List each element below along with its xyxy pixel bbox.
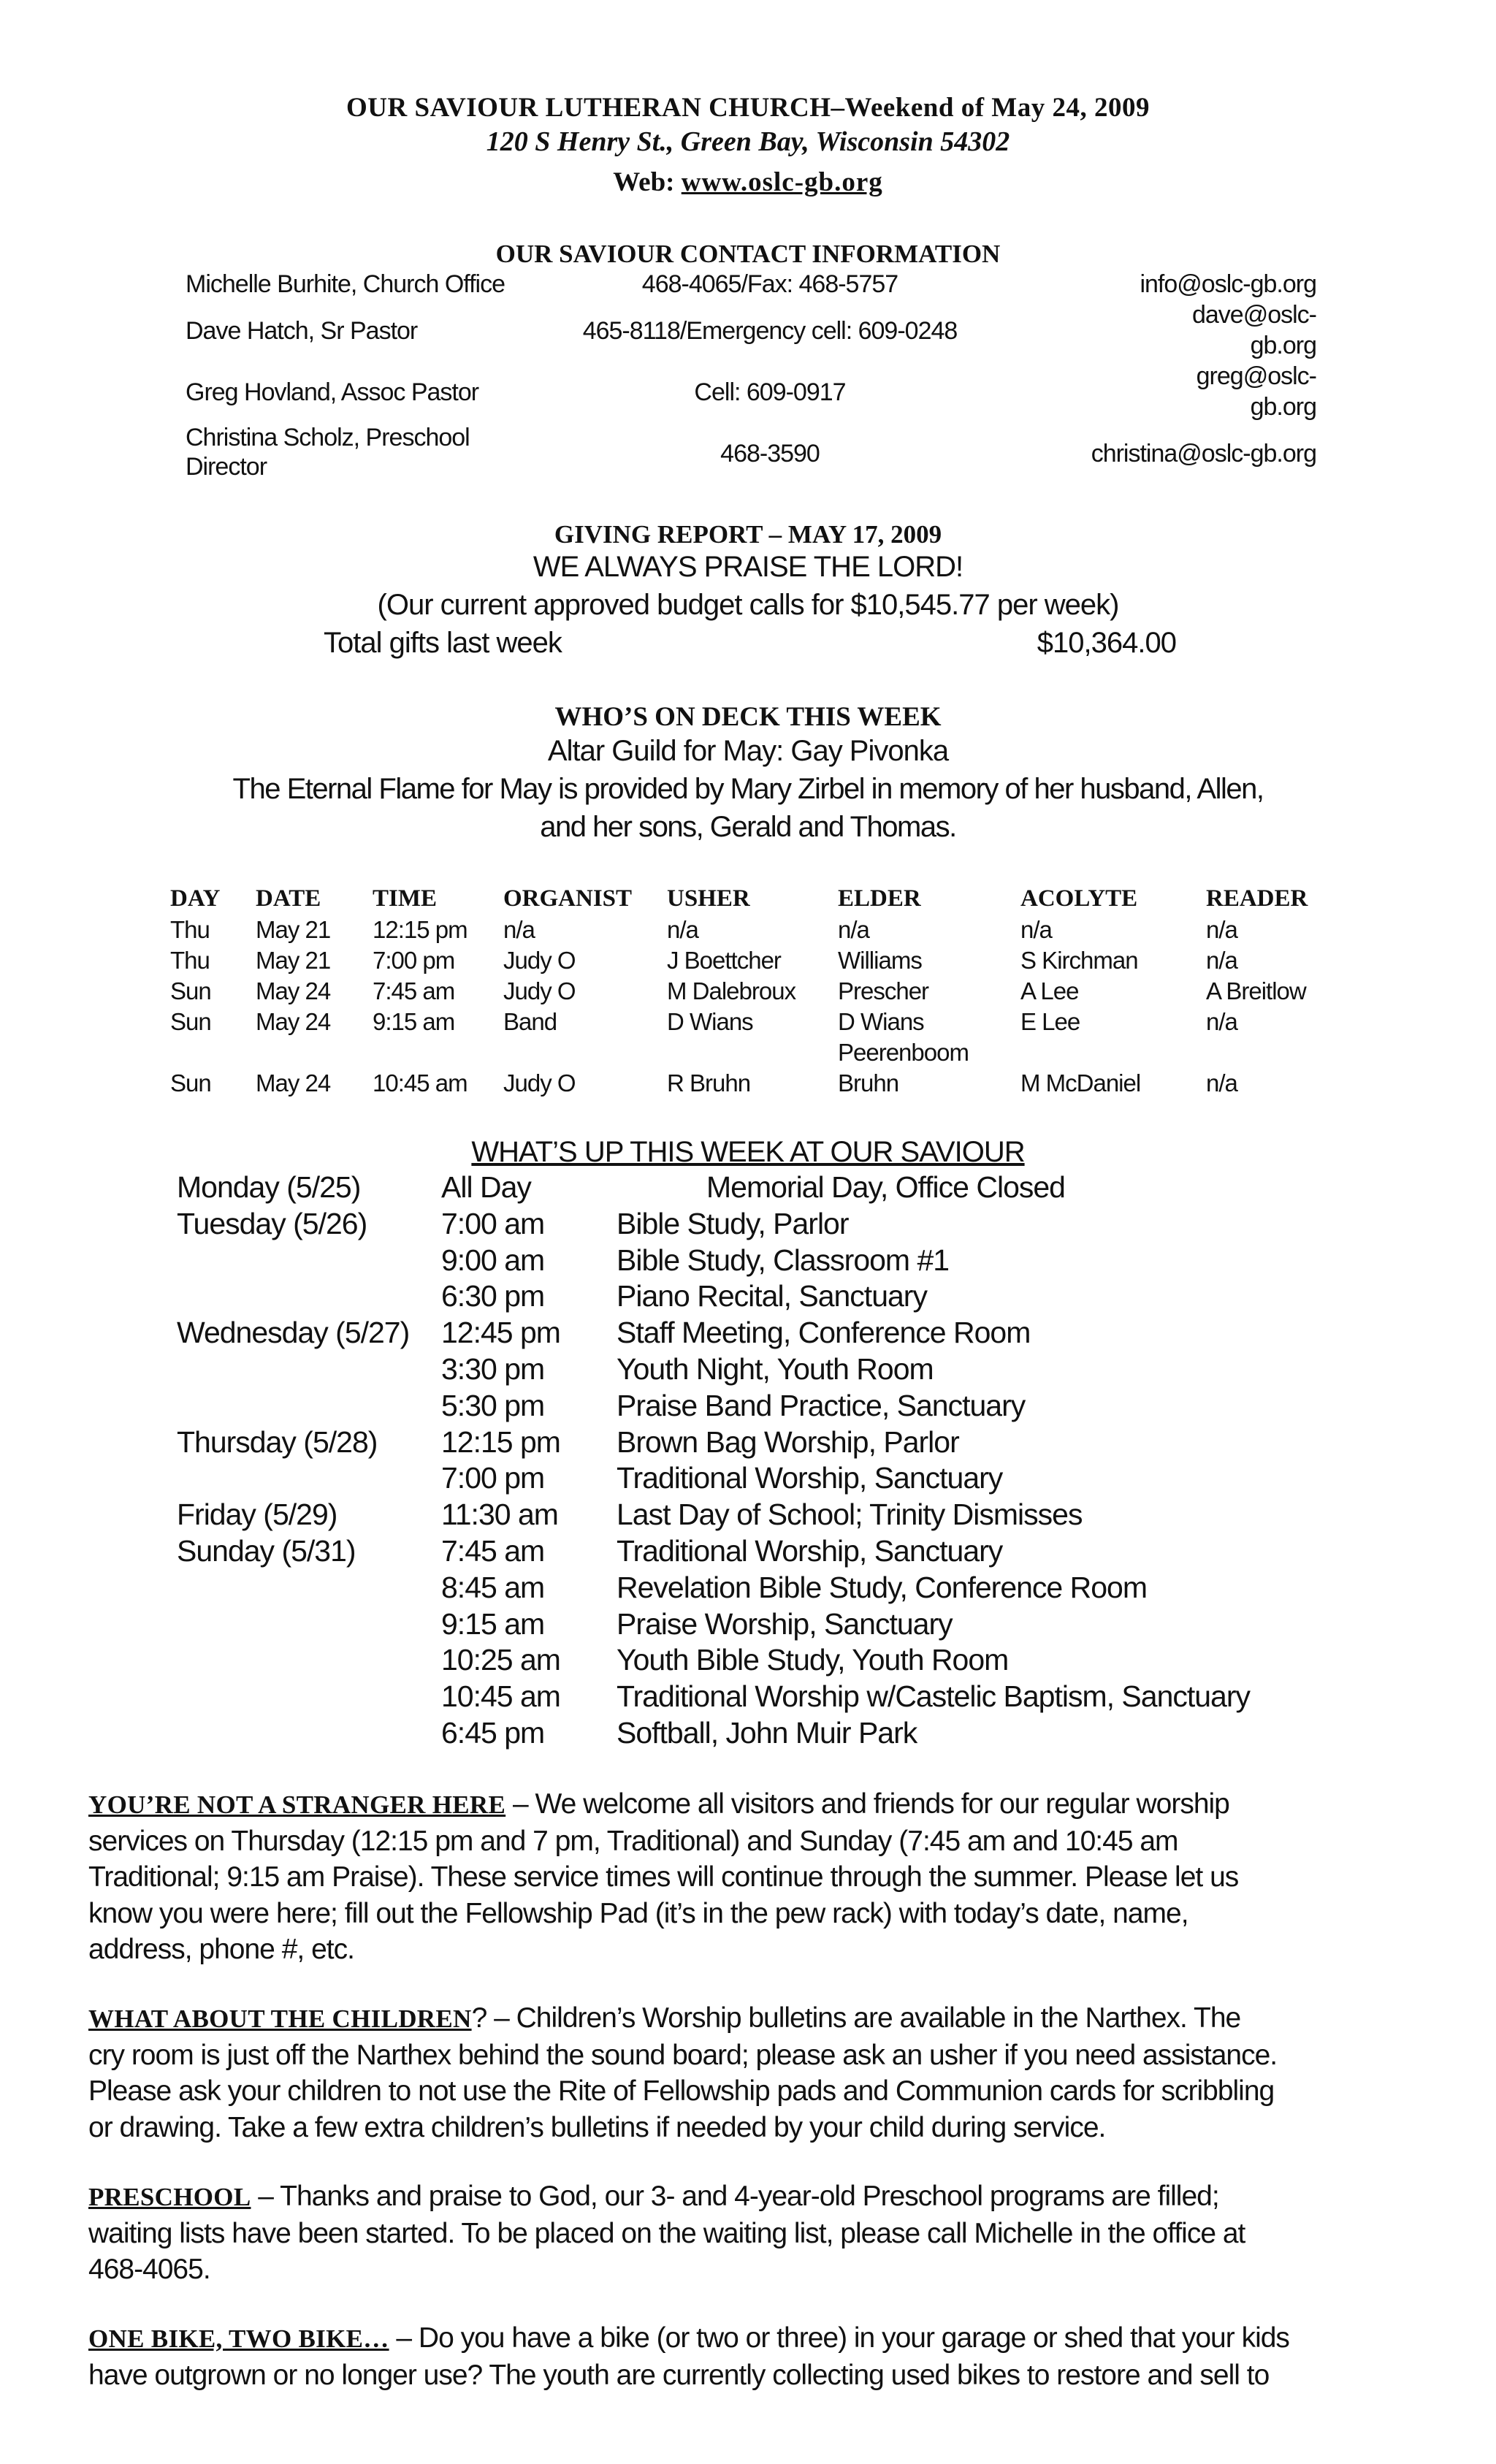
duty-row [170,1008,1339,1039]
contact-row [186,362,1316,424]
paragraph-text: – We welcome all visitors and friends for our regular worship [505,1788,1229,1820]
event-row [177,1425,1419,1462]
event-description: Traditional Worship, Sanctuary [617,1533,1003,1568]
bike-paragraph [88,2320,1408,2393]
event-description: Bible Study, Parlor [617,1206,849,1240]
event-day: Thursday (5/28) [177,1424,378,1459]
duty-cell-elder: n/a [838,916,869,943]
duty-roster-table [170,885,1339,1100]
duty-cell-usher: D Wians [667,1008,753,1035]
web-line [0,167,1496,198]
event-day: Sunday (5/31) [177,1533,356,1568]
event-row [177,1571,1419,1607]
event-row [177,1461,1419,1498]
visitors-heading: YOU’RE NOT A STRANGER HERE [88,1790,506,1819]
event-time: 6:45 pm [441,1715,545,1750]
event-description: Traditional Worship w/Castelic Baptism, Sanctuary [617,1679,1251,1714]
contact-phone: 465-8118/Emergency cell: 609-0248 [582,317,958,345]
duty-cell-organist: Band [503,1008,557,1035]
event-description: Youth Night, Youth Room [617,1351,934,1386]
children-heading: WHAT ABOUT THE CHILDREN [88,2005,472,2033]
event-row [177,1243,1419,1280]
event-time: 8:45 am [441,1570,545,1604]
contact-row [186,424,1316,485]
duty-cell-elder: Williams [838,947,922,974]
duty-cell-time: 12:15 pm [373,916,468,943]
duty-cell-reader: n/a [1206,916,1237,943]
event-time: 12:45 pm [441,1316,560,1350]
web-link[interactable]: www.oslc-gb.org [681,167,883,197]
duty-cell-reader: A Breitlow [1206,977,1306,1004]
event-row [177,1170,1419,1207]
duty-cell-acolyte: n/a [1020,916,1052,943]
event-day: Monday (5/25) [177,1170,361,1204]
duty-col-date: DATE [256,885,321,912]
event-description: Last Day of School; Trinity Dismisses [617,1498,1083,1532]
event-row [177,1316,1419,1352]
event-description: Praise Worship, Sanctuary [617,1606,953,1641]
event-time: 6:30 pm [441,1279,545,1313]
duty-cell-organist: n/a [503,916,535,943]
duty-cell-date: May 21 [256,947,331,974]
event-row [177,1534,1419,1571]
paragraph-line: cry room is just off the Narthex behind the sound board; please ask an usher if you need assistance. [88,2039,1278,2071]
contact-row [186,270,1316,301]
duty-cell-day: Sun [170,977,211,1004]
duty-col-usher: USHER [667,885,750,912]
paragraph-line: have outgrown or no longer use? The youth are currently collecting used bikes to restore and sell to [88,2359,1270,2391]
event-row [177,1279,1419,1316]
eternal-flame-line: The Eternal Flame for May is provided by Mary Zirbel in memory of her husband, Allen, [232,773,1264,805]
altar-guild: Altar Guild for May: Gay Pivonka [547,735,949,767]
children-paragraph [88,2000,1408,2145]
duty-cell-usher: R Bruhn [667,1069,751,1096]
duty-cell-elder: Bruhn [838,1069,899,1096]
duty-cell-organist: Judy O [503,1069,576,1096]
duty-col-organist: ORGANIST [503,885,633,912]
duty-cell-acolyte: E Lee [1020,1008,1080,1035]
duty-col-elder: ELDER [838,885,921,912]
church-address: 120 S Henry St., Green Bay, Wisconsin 54302 [486,126,1010,157]
event-description: Traditional Worship, Sanctuary [617,1461,1003,1495]
event-description: Brown Bag Worship, Parlor [617,1424,959,1459]
contact-email[interactable]: info@oslc-gb.org [1140,270,1316,298]
contact-email-cont[interactable]: gb.org [1250,332,1316,359]
duty-cell-reader: n/a [1206,1008,1237,1035]
contact-email[interactable]: greg@oslc- [1196,362,1316,390]
event-description: Youth Bible Study, Youth Room [617,1643,1009,1677]
event-time: 11:30 am [441,1498,558,1532]
events-heading [0,1136,1496,1169]
eternal-flame-line: and her sons, Gerald and Thomas. [540,811,956,843]
duty-row [170,916,1339,947]
duty-cell-date: May 24 [256,977,331,1004]
paragraph-line: or drawing. Take a few extra children’s bulletins if needed by your child during service. [88,2111,1106,2143]
duty-cell-usher: J Boettcher [667,947,781,974]
paragraph-line: Please ask your children to not use the Rite of Fellowship pads and Communion cards for scribbling [88,2075,1275,2107]
giving-budget: (Our current approved budget calls for $10,545.77 per week) [377,589,1119,621]
contact-name-cont: Director [186,453,267,481]
duty-cell-date: May 21 [256,916,331,943]
event-time: 10:25 am [441,1643,560,1677]
event-time: 12:15 pm [441,1424,560,1459]
event-day: Tuesday (5/26) [177,1206,367,1240]
event-day: Friday (5/29) [177,1498,337,1532]
event-time: 9:00 am [441,1243,545,1277]
duty-cell-elder: D Wians [838,1008,924,1035]
duty-cell-organist: Judy O [503,977,576,1004]
duty-cell-day: Thu [170,947,210,974]
paragraph-line: waiting lists have been started. To be placed on the waiting list, please call Michelle in the office at [88,2217,1245,2249]
contact-email[interactable]: dave@oslc- [1191,301,1316,329]
duty-col-time: TIME [373,885,438,912]
duty-cell-day: Sun [170,1069,211,1096]
duty-cell-date: May 24 [256,1008,331,1035]
duty-cell-organist: Judy O [503,947,576,974]
duty-cell-time: 7:45 am [373,977,455,1004]
event-time: 5:30 pm [441,1388,545,1422]
event-description: Praise Band Practice, Sanctuary [617,1388,1026,1422]
duty-cell-elder: Peerenboom [838,1039,969,1066]
giving-praise: WE ALWAYS PRAISE THE LORD! [533,551,963,583]
duty-cell-time: 7:00 pm [373,947,455,974]
duty-col-acolyte: ACOLYTE [1020,885,1138,912]
duty-row [170,1039,1339,1069]
event-row [177,1207,1419,1243]
contact-name: Dave Hatch, Sr Pastor [186,317,418,345]
duty-col-day: DAY [170,885,221,912]
event-time: 3:30 pm [441,1351,545,1386]
duty-cell-reader: n/a [1206,1069,1237,1096]
contact-heading: OUR SAVIOUR CONTACT INFORMATION [495,240,1001,268]
duty-cell-acolyte: M McDaniel [1020,1069,1141,1096]
contact-phone: 468-4065/Fax: 468-5757 [641,270,898,298]
duty-cell-date: May 24 [256,1069,331,1096]
event-time: 7:45 am [441,1533,545,1568]
event-description: Bible Study, Classroom #1 [617,1243,950,1277]
preschool-heading: PRESCHOOL [88,2183,251,2211]
giving-heading: GIVING REPORT – MAY 17, 2009 [554,520,942,549]
visitors-paragraph [88,1786,1408,1968]
duty-cell-reader: n/a [1206,947,1237,974]
giving-total-label: Total gifts last week [324,627,562,659]
web-label: Web: [613,167,675,197]
contact-row [186,301,1316,362]
event-row [177,1498,1419,1534]
event-description: Memorial Day, Office Closed [706,1170,1065,1204]
duty-cell-time: 9:15 am [373,1008,455,1035]
paragraph-text: – Do you have a bike (or two or three) in your garage or shed that your kids [389,2322,1289,2354]
contact-name: Christina Scholz, Preschool [186,424,470,451]
on-deck-heading: WHO’S ON DECK THIS WEEK [554,702,942,732]
paragraph-line: Traditional; 9:15 am Praise). These service times will continue through the summer. Please let us [88,1861,1239,1893]
bulletin-title: OUR SAVIOUR LUTHERAN CHURCH–Weekend of May 24, 2009 [346,93,1150,123]
event-row [177,1352,1419,1389]
event-description: Staff Meeting, Conference Room [617,1316,1031,1350]
events-heading-text: WHAT’S UP THIS WEEK AT OUR SAVIOUR [471,1136,1025,1168]
duty-row [170,1069,1339,1100]
event-description: Softball, John Muir Park [617,1715,917,1750]
giving-total-amount: $10,364.00 [1037,627,1176,659]
event-row [177,1679,1419,1716]
contact-name: Greg Hovland, Assoc Pastor [186,378,479,406]
event-time: 7:00 pm [441,1461,545,1495]
duty-col-reader: READER [1206,885,1308,912]
event-row [177,1716,1419,1752]
duty-cell-elder: Prescher [838,977,929,1004]
event-row [177,1389,1419,1425]
contact-email-cont[interactable]: gb.org [1250,393,1316,421]
duty-row [170,947,1339,977]
contact-email[interactable]: christina@oslc-gb.org [1091,440,1316,468]
event-description: Revelation Bible Study, Conference Room [617,1570,1147,1604]
duty-cell-usher: M Dalebroux [667,977,796,1004]
paragraph-line: address, phone #, etc. [88,1934,354,1965]
paragraph-line: services on Thursday (12:15 pm and 7 pm, Traditional) and Sunday (7:45 am and 10:45 am [88,1825,1178,1857]
duty-cell-day: Sun [170,1008,211,1035]
event-day: Wednesday (5/27) [177,1316,410,1350]
preschool-paragraph [88,2178,1408,2288]
bike-heading: ONE BIKE, TWO BIKE… [88,2324,389,2353]
event-description: Piano Recital, Sanctuary [617,1279,927,1313]
duty-cell-day: Thu [170,916,210,943]
event-row [177,1607,1419,1644]
event-time: 7:00 am [441,1206,545,1240]
duty-row [170,977,1339,1008]
duty-cell-usher: n/a [667,916,698,943]
event-time: 9:15 am [441,1606,545,1641]
duty-header-row [170,885,1339,916]
event-time: 10:45 am [441,1679,560,1714]
paragraph-text: – Thanks and praise to God, our 3- and 4-year-old Preschool programs are filled; [251,2181,1219,2212]
contact-phone: Cell: 609-0917 [694,378,846,406]
contact-name: Michelle Burhite, Church Office [186,270,505,298]
contact-phone: 468-3590 [720,440,820,468]
paragraph-text: ? – Children’s Worship bulletins are available in the Narthex. The [471,2002,1241,2034]
duty-cell-time: 10:45 am [373,1069,468,1096]
paragraph-line: 468-4065. [88,2254,210,2285]
event-time: All Day [441,1170,531,1204]
duty-cell-acolyte: S Kirchman [1020,947,1138,974]
event-row [177,1643,1419,1679]
duty-cell-acolyte: A Lee [1020,977,1079,1004]
events-schedule [177,1170,1419,1752]
paragraph-line: know you were here; fill out the Fellowship Pad (it’s in the pew rack) with today’s date, name, [88,1897,1188,1929]
